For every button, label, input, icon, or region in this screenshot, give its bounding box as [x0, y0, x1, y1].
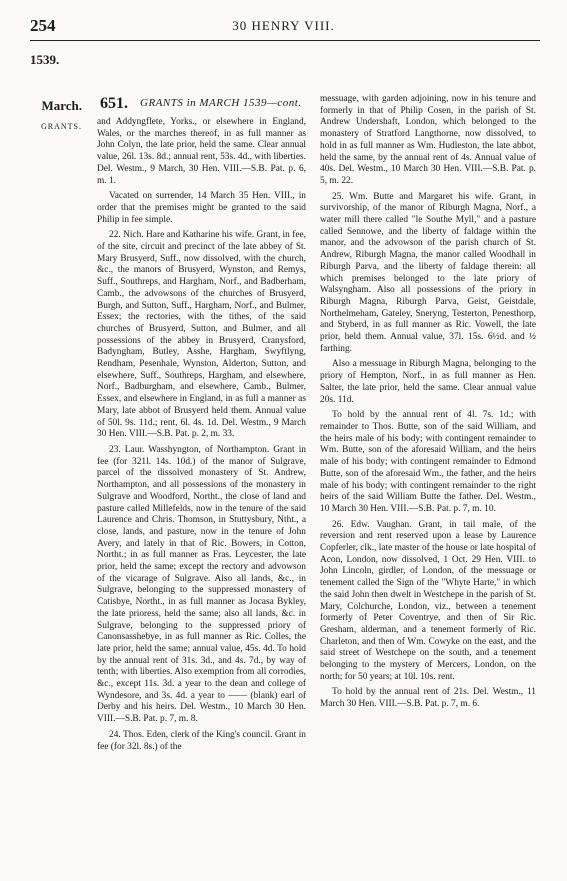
- margin-month: March.: [41, 98, 82, 113]
- text-column-right: [320, 94, 536, 715]
- text-column-left: [97, 117, 306, 757]
- section-heading: GRANTS in MARCH 1539—cont.: [140, 97, 302, 109]
- paragraph: 23. Laur. Wasshyngton, of Northampton. Grant in fee (for 321l. 14s. 10d.) of the manor of Sulgrave, parcel of the dissolved monastery of St. Andrew, Northampton, and all possessions of the monastery in Sulgrave and Woodford, Northt., the close of land and pasture called Millefelds, now in the tenure of the said Laurence and Chris. Thomson, in Stuttysbury, Ntht., a close, lands, and pasture, now in the tenure of John Avery, and lately in that of Ric. Bowers, in Cotton, Northt.; in as full manner as Fras. Leycester, the late prior, held the same; except the rectory and advowson of the vicarage of Sulgrave. Also all lands, &c., in Sulgrave, belonging to the suppressed monastery of Catisbye, Northt., in as full manner as Jocasa Bykley, the late prioress, held the same; also all lands, &c. in Sulgrave, belonging to the suppressed priory of Canonsasshebye, in as full manner as Ric. Colles, the late prior, held the same; annual value, 45s. 4d. To hold by the annual rent of 31s. 3d., and 4s. 7d., by way of tenth; with liberties. Also exemption from all corrodies, &c., except 11s. 3d. a year to the dean and college of Wyndesore, and 3s. 4d. a year to —— (blank) earl of Derby and his heirs. Del. Westm., 10 March 30 Hen. VIII.—S.B. Pat. p. 7, m. 8.: [97, 444, 306, 725]
- page-number: 254: [30, 16, 56, 35]
- paragraph: and Addyngflete, Yorks., or elsewhere in England, Wales, or the marches thereof, in as full manner as John Colyn, the late prior, held the same. Clear annual value, 26l. 13s. 8d.; annual rent, 53s. 4d., with liberties. Del. Westm., 9 March, 30 Hen. VIII.—S.B. Pat. p. 6, m. 1.: [97, 117, 306, 186]
- paragraph: messuage, with garden adjoining, now in his tenure and formerly in that of Philip Cosen, in the parish of St. Andrew Undershaft, London, which belonged to the monastery of Stratford Langthorne, now dissolved, to hold in as full manner as Wm. Hudleston, the late abbot, held the same, by the annual rent of 4s. Annual value of 40s. Del. Westm., 10 March 30 Hen. VIII.—S.B. Pat. p. 5, m. 22.: [320, 94, 536, 186]
- paragraph: 25. Wm. Butte and Margaret his wife. Grant, in survivorship, of the manor of Riburgh Magna, Norf., a water mill there called "le Southe Myll," and a pasture called Sennowe, and the liberty of faldage within the manor, and the advowson of the parish church of St. Andrew, Riburgh Magna, the manor called Woodhall in Riburgh Parva, and the liberty of faldage therein: all which premises belonged to the late priory of Walsyngham. Also all possessions of the priory in Riburgh Magna, Riburgh Parva, Geist, Geistdale, Northelmeham, Gateley, Sneryng, Testerton, Penesthorp, and Styberd, in as full manner as Ric. Vowell, the late prior, held them. Annual value, 37l. 15s. 6½d. and ½ farthing.: [320, 191, 536, 354]
- paragraph: 24. Thos. Eden, clerk of the King's council. Grant in fee (for 32l. 8s.) of the: [97, 729, 306, 752]
- paragraph: To hold by the annual rent of 4l. 7s. 1d.; with remainder to Thos. Butte, son of the said William, and the heirs male of his body; with contingent remainder to Wm. Butte, son of the aforesaid William, and the heirs male of his body; with contingent remainder to Edmond Butte, son of the aforesaid Wm., the father, and the heirs male of his body; with contingent remainder to the right heirs of the said William Butte the father. Del. Westm., 10 March 30 Hen. VIII.—S.B. Pat. p. 7, m. 10.: [320, 410, 536, 514]
- running-title: 30 HENRY VIII.: [232, 18, 335, 33]
- paragraph: Also a messuage in Riburgh Magna, belonging to the priory of Hempton, Norf., in as full manner as Hen. Salter, the late prior, held the same. Clear annual value 20s. 11d.: [320, 359, 536, 405]
- paragraph: 22. Nich. Hare and Katharine his wife. Grant, in fee, of the site, circuit and precinct of the late abbey of St. Mary Brusyerd, Suff., now dissolved, with the church, &c., the manors of Brusyerd, Wynston, and Remys, Suff., Southreps, and Hargham, Norf., and Badberham, Camb., the advowsons of the churches of Brusyerd, Burgh, and Sutton, Suff., Hargham, Norf., and Bulmer, Essex; the rectories, with the tithes, of the said churches of Brusyerd, Sutton, and Bulmer, and all possessions of the abbey in Brusyerd, Cranysford, Badyngham, Butley, Asshe, Hargham, Swyftlyng, Rendham, Pesenhale, Wynston, Alderton, Sutton, and elsewhere, Suff., Southreps, Hargham, and elsewhere, Norf., Badburgham, and elsewhere, Camb., Bulmer, Essex, and elsewhere in England, in as full a manner as Mary, late abbot of Brusyerd held them. Annual value of 50l. 9s. 11d.; rent, 6l. 4s. 1d. Del. Westm., 9 March 30 Hen. VIII.—S.B. Pat. p. 2, m. 33.: [97, 230, 306, 440]
- margin-notes: [30, 52, 90, 131]
- paragraph: Vacated on surrender, 14 March 35 Hen. VIII., in order that the premises might be granted to the said Philip in fee simple.: [97, 191, 306, 225]
- header-rule: [30, 40, 540, 41]
- paragraph: 26. Edw. Vaughan. Grant, in tail male, of the reversion and rent reserved upon a lease by Laurence Copferler, clk., late master of the house or late hospital of Acon, London, now dissolved, 1 Oct. 29 Hen. VIII. to John Lincoln, girdler, of London, of the messuage or tenement called the Sign of the "Whyte Harte," in which the said John then dwelt in Westchepe in the parish of St. Mary, Colchurche, London, viz., between a tenement formerly of Peter Coventrye, and then of Sir Ric. Gresham, alderman, and a tenement formerly of Ric. Charleton, and then of Wm. Cowyke on the east, and the said street of Westchepe on the south, and a tenement belonging to the mystery of Mercers, London, on the north; for 50 years; at 10l. 10s. rent.: [320, 519, 536, 682]
- paragraph: To hold by the annual rent of 21s. Del. Westm., 11 March 30 Hen. VIII.—S.B. Pat. p. 7, m. 6.: [320, 687, 536, 710]
- entry-number: 651.: [100, 95, 128, 112]
- margin-year: 1539.: [30, 52, 60, 67]
- margin-section-label: GRANTS.: [40, 122, 82, 131]
